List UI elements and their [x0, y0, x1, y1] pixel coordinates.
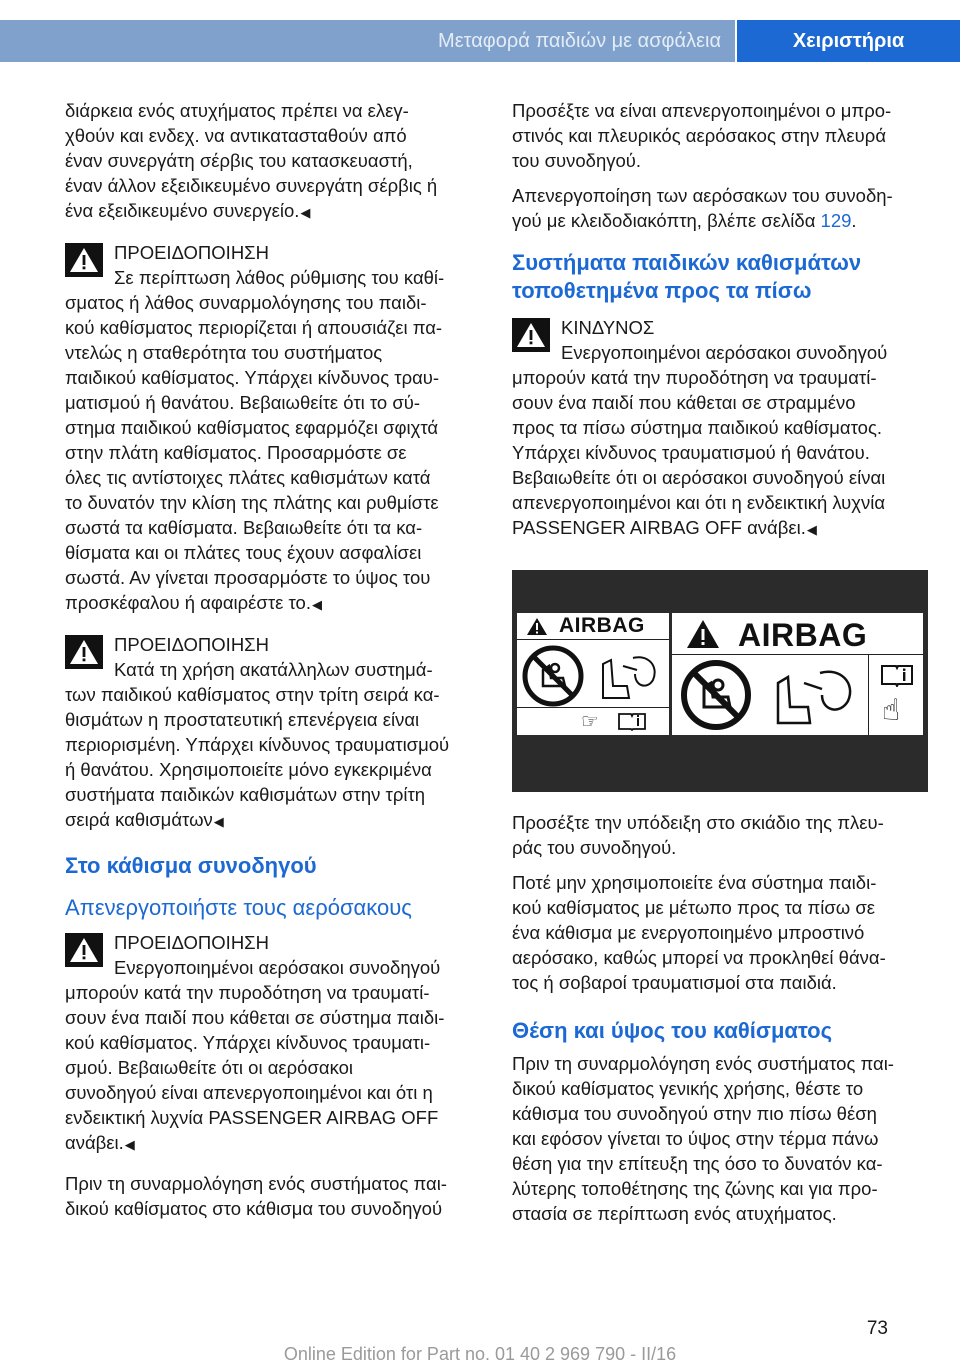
- airbag-label-text: AIRBAG: [738, 617, 868, 653]
- danger-title: ΚΙΝΔΥΝΟΣ: [561, 317, 655, 338]
- page-number: 73: [866, 1318, 888, 1339]
- paragraph-before-assembly: Πριν τη συναρμολόγηση ενός συστήματος παι- δικού καθίσματος στο κάθισμα του συνοδηγού: [65, 1173, 447, 1219]
- warning-seat-adjustment: ΠΡΟΕΙΔΟΠΟΙΗΣΗ Σε περίπτωση λάθος ρύθμισης του καθί- σματος ή λάθος συναρμολόγησης του παιδι- κού καθίσματος περιορίζεται ή απουσιάζει πα- ντελώς η σταθερότητα του συστήματος παιδικού καθίσματος. Υπάρχει κίνδυνος τραυ- ματισμού ή θανάτου. Βεβαιωθείτε ότι το σύ- στημα παιδικού καθίσματος εφαρμόζει σφιχτά στην πλάτη καθίσματος. Προσαρμόστε σε όλες τις αντίστοιχες πλάτες καθισμάτων κατά το δυνατόν την κλίση της πλάτης και ρυθμίστε σωστά τα καθίσματα. Βεβαιωθείτε ότι τα κα- θίσματα και οι πλάτες τους έχουν ασφαλίσει σωστά. Αν γίνεται προσαρμόστε το ύψος του προσκέφαλου ή αφαιρέστε το.◀: [65, 240, 481, 617]
- airbag-label-text: AIRBAG: [559, 614, 645, 637]
- airbag-label-large: [672, 613, 923, 735]
- chapter-title: Χειριστήρια: [792, 30, 905, 52]
- warning-third-row: ΠΡΟΕΙΔΟΠΟΙΗΣΗ Κατά τη χρήση ακατάλληλων συστημά- των παιδικού καθίσματος στην τρίτη σειρά κα- θισμάτων η προστατευτική επενέργεια είναι περιορισμένη. Υπάρχει κίνδυνος τραυματισμού ή θανάτου. Χρησιμοποιείτε μόνο εγκεκριμένα συστήματα παιδικών καθισμάτων στην τρίτη σειρά καθισμάτων◀: [65, 632, 481, 834]
- pointing-hand-icon: ☞: [581, 711, 599, 733]
- warning-triangle-icon: [526, 617, 548, 636]
- airbag-label-small: [517, 613, 669, 735]
- section-title: Μεταφορά παιδιών με ασφάλεια: [438, 30, 721, 52]
- danger-rear-facing: ΚΙΝΔΥΝΟΣ Ενεργοποιημένοι αερόσακοι συνοδηγού μπορούν κατά την πυροδότηση να τραυματί- σουν ένα παιδί που κάθεται σε στραμμένο προς τα πίσω σύστημα παιδικού καθίσματος. Υπάρχει κίνδυνος τραυματισμού ή θανάτου. Βεβαιωθείτε ότι οι αερόσακοι συνοδηγού είναι απενεργοποιημένοι και ότι η ενδεικτική λυχνία PASSENGER AIRBAG OFF ανάβει.◀: [512, 315, 928, 542]
- page-reference-link[interactable]: 129: [820, 210, 852, 231]
- heading-seat-position: Θέση και ύψος του καθίσματος: [512, 1018, 833, 1043]
- paragraph-key-switch: Απενεργοποίηση των αερόσακων του συνοδη- γού με κλειδοδιακόπτη, βλέπε σελίδα 129.: [512, 185, 893, 231]
- no-child-seat-icon: [678, 659, 754, 731]
- paragraph-sun-visor: Προσέξτε την υπόδειξη στο σκιάδιο της πλευ- ράς του συνοδηγού.: [512, 812, 884, 858]
- airbag-deploy-icon: [764, 661, 860, 731]
- warning-text: σματος ή λάθος συναρμολόγησης του παιδι- κού καθίσματος περιορίζεται ή απουσιάζει πα- ντελώς η σταθερότητα του συστήματος παιδικού καθίσματος. Υπάρχει κίνδυνος τραυ- ματισμού ή θανάτου. Βεβαιωθείτε ότι το σύ- στημα παιδικού καθίσματος εφαρμόζει σφιχτά στην πλάτη καθίσματος. Προσαρμόστε σε όλες τις αντίστοιχες πλάτες καθισμάτων κατά το δυνατόν την κλίση της πλάτης και ρυθμίστε σωστά τα καθίσματα. Βεβαιωθείτε ότι τα κα- θίσματα και οι πλάτες τους έχουν ασφαλίσει σωστά. Αν γίνεται προσαρμόστε το ύψος του προσκέφαλου ή αφαιρέστε το.◀: [65, 292, 443, 613]
- edition-footer: Online Edition for Part no. 01 40 2 969 790 - II/16: [283, 1344, 677, 1362]
- paragraph-seat-position: Πριν τη συναρμολόγηση ενός συστήματος παι- δικού καθίσματος γενικής χρήσης, θέστε το κάθισμα του συνοδηγού στην πιο πίσω θέση και εφόσον γίνεται το ύψος στην τέρμα πάνω θέση για την επίτευξη της όσο το δυνατόν κα- λύτερης τοποθέτησης της ζώνης και για προ- στασία σε περίπτωση ενός ατυχήματος.: [512, 1053, 894, 1224]
- warning-title: ΠΡΟΕΙΔΟΠΟΙΗΣΗ: [114, 932, 269, 953]
- airbag-warning-label-image: [512, 570, 928, 792]
- heading-deactivate-airbags: Απενεργοποιήστε τους αερόσακους: [65, 895, 412, 920]
- warning-triangle-icon: [65, 635, 103, 669]
- paragraph-check-deactivated: Προσέξτε να είναι απενεργοποιημένοι ο μπρο- στινός και πλευρικός αερόσακος στην πλευρά του συνοδηγού.: [512, 100, 892, 171]
- warning-title: ΠΡΟΕΙΔΟΠΟΙΗΣΗ: [114, 242, 269, 263]
- left-column: [65, 98, 481, 1231]
- end-mark-icon: ◀: [124, 1137, 135, 1152]
- end-mark-icon: ◀: [806, 522, 817, 537]
- chapter-tab: [737, 20, 960, 62]
- warning-triangle-icon: [512, 318, 550, 352]
- manual-book-icon: [617, 711, 647, 731]
- end-mark-icon: ◀: [300, 205, 311, 220]
- page-header: [0, 0, 960, 62]
- paragraph-never-use: Ποτέ μην χρησιμοποιείτε ένα σύστημα παιδι- κού καθίσματος με μέτωπο προς τα πίσω σε ένα κάθισμα με ενεργοποιημένο μπροστινό αερόσακο, καθώς μπορεί να προκληθεί θάνα- τος ή σοβαροί τραυματισμοί στα παιδιά.: [512, 872, 886, 993]
- right-column: [512, 98, 928, 1236]
- warning-title: ΠΡΟΕΙΔΟΠΟΙΗΣΗ: [114, 634, 269, 655]
- paragraph-inspection: διάρκεια ενός ατυχήματος πρέπει να ελεγ- χθούν και ενδεχ. να αντικατασταθούν από έναν συνεργάτη σέρβις του κατασκευαστή, έναν άλλον εξειδικευμένο συνεργάτη σέρβις ή ένα εξειδικευμένο συνεργείο.◀: [65, 100, 438, 221]
- end-mark-icon: ◀: [311, 597, 322, 612]
- manual-book-icon: [880, 663, 914, 687]
- warning-active-airbags: ΠΡΟΕΙΔΟΠΟΙΗΣΗ Ενεργοποιημένοι αερόσακοι συνοδηγού μπορούν κατά την πυροδότηση να τραυματί- σουν ένα παιδί που κάθεται σε σύστημα παιδι- κού καθίσματος. Υπάρχει κίνδυνος τραυματι- σμού. Βεβαιωθείτε ότι οι αερόσακοι συνοδηγού είναι απενεργοποιημένοι και ότι η ενδεικτική λυχνία PASSENGER AIRBAG OFF ανάβει.◀: [65, 930, 481, 1157]
- section-header-bar: [0, 20, 735, 62]
- airbag-deploy-icon: [593, 646, 663, 706]
- warning-text: μπορούν κατά την πυροδότηση να τραυματί- σουν ένα παιδί που κάθεται σε σύστημα παιδι- κού καθίσματος. Υπάρχει κίνδυνος τραυματι- σμού. Βεβαιωθείτε ότι οι αερόσακοι συνοδηγού είναι απενεργοποιημένοι και ότι η ενδεικτική λυχνία PASSENGER AIRBAG OFF ανάβει.◀: [65, 982, 445, 1153]
- heading-rear-facing: Συστήματα παιδικών καθισμάτων τοποθετημένα προς τα πίσω: [512, 250, 862, 303]
- warning-triangle-icon: [65, 243, 103, 277]
- heading-passenger-seat: Στο κάθισμα συνοδηγού: [65, 853, 317, 878]
- warning-triangle-icon: [65, 933, 103, 967]
- end-mark-icon: ◀: [213, 814, 224, 829]
- danger-text: μπορούν κατά την πυροδότηση να τραυματί- σουν ένα παιδί που κάθεται σε στραμμένο προς τα πίσω σύστημα παιδικού καθίσματος. Υπάρχει κίνδυνος τραυματισμού ή θανάτου. Βεβαιωθείτε ότι οι αερόσακοι συνοδηγού είναι απενεργοποιημένοι και ότι η ενδεικτική λυχνία PASSENGER AIRBAG OFF ανάβει.◀: [512, 367, 886, 538]
- no-child-seat-icon: [521, 644, 585, 708]
- warning-triangle-icon: [686, 619, 720, 649]
- warning-text: των παιδικού καθίσματος στην τρίτη σειρά κα- θισμάτων η προστατευτική επενέργεια είναι περιορισμένη. Υπάρχει κίνδυνος τραυματισμού ή θανάτου. Χρησιμοποιείτε μόνο εγκεκριμένα συστήματα παιδικών καθισμάτων στην τρίτη σειρά καθισμάτων◀: [65, 684, 450, 830]
- pointing-hand-icon: ☝: [882, 694, 901, 727]
